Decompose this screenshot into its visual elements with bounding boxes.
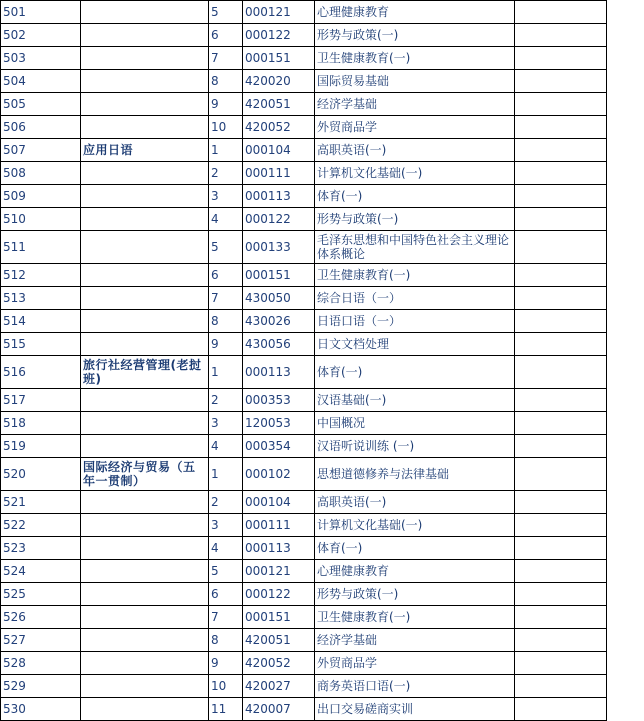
course-name-cell: 经济学基础 bbox=[315, 629, 515, 652]
seq-cell: 9 bbox=[209, 652, 243, 675]
empty-cell bbox=[515, 583, 607, 606]
course-code-cell: 000151 bbox=[243, 606, 315, 629]
row-id-cell: 519 bbox=[1, 435, 81, 458]
row-id-cell: 501 bbox=[1, 1, 81, 24]
empty-cell bbox=[515, 698, 607, 721]
row-id-cell: 510 bbox=[1, 208, 81, 231]
empty-cell bbox=[515, 310, 607, 333]
major-cell bbox=[81, 514, 209, 537]
major-cell bbox=[81, 675, 209, 698]
course-code-cell: 000113 bbox=[243, 185, 315, 208]
table-row bbox=[1, 139, 607, 162]
course-code-cell: 000151 bbox=[243, 47, 315, 70]
course-code-cell: 000122 bbox=[243, 208, 315, 231]
seq-cell: 8 bbox=[209, 629, 243, 652]
row-id-cell: 529 bbox=[1, 675, 81, 698]
empty-cell bbox=[515, 514, 607, 537]
course-name-cell: 经济学基础 bbox=[315, 93, 515, 116]
course-code-cell: 420020 bbox=[243, 70, 315, 93]
row-id-cell: 502 bbox=[1, 24, 81, 47]
major-cell bbox=[81, 652, 209, 675]
empty-cell bbox=[515, 412, 607, 435]
major-cell bbox=[81, 537, 209, 560]
table-row bbox=[1, 583, 607, 606]
major-cell bbox=[81, 491, 209, 514]
empty-cell bbox=[515, 356, 607, 389]
seq-cell: 1 bbox=[209, 458, 243, 491]
course-code-cell: 000133 bbox=[243, 231, 315, 264]
row-id-cell: 520 bbox=[1, 458, 81, 491]
empty-cell bbox=[515, 70, 607, 93]
course-name-cell: 心理健康教育 bbox=[315, 1, 515, 24]
table-row bbox=[1, 231, 607, 264]
table-row bbox=[1, 264, 607, 287]
row-id-cell: 527 bbox=[1, 629, 81, 652]
major-cell bbox=[81, 162, 209, 185]
major-cell bbox=[81, 70, 209, 93]
course-code-cell: 420051 bbox=[243, 629, 315, 652]
course-name-cell: 日文文档处理 bbox=[315, 333, 515, 356]
table-row bbox=[1, 435, 607, 458]
row-id-cell: 504 bbox=[1, 70, 81, 93]
seq-cell: 1 bbox=[209, 356, 243, 389]
empty-cell bbox=[515, 675, 607, 698]
table-row bbox=[1, 185, 607, 208]
row-id-cell: 505 bbox=[1, 93, 81, 116]
row-id-cell: 515 bbox=[1, 333, 81, 356]
table-row bbox=[1, 162, 607, 185]
seq-cell: 7 bbox=[209, 47, 243, 70]
major-cell bbox=[81, 435, 209, 458]
seq-cell: 10 bbox=[209, 116, 243, 139]
major-cell bbox=[81, 116, 209, 139]
major-cell bbox=[81, 333, 209, 356]
empty-cell bbox=[515, 1, 607, 24]
seq-cell: 6 bbox=[209, 264, 243, 287]
empty-cell bbox=[515, 537, 607, 560]
row-id-cell: 525 bbox=[1, 583, 81, 606]
seq-cell: 9 bbox=[209, 93, 243, 116]
major-cell bbox=[81, 412, 209, 435]
empty-cell bbox=[515, 458, 607, 491]
row-id-cell: 503 bbox=[1, 47, 81, 70]
empty-cell bbox=[515, 185, 607, 208]
course-name-cell: 卫生健康教育(一) bbox=[315, 264, 515, 287]
empty-cell bbox=[515, 208, 607, 231]
empty-cell bbox=[515, 231, 607, 264]
major-cell: 应用日语 bbox=[81, 139, 209, 162]
course-name-cell: 高职英语(一) bbox=[315, 491, 515, 514]
row-id-cell: 524 bbox=[1, 560, 81, 583]
row-id-cell: 517 bbox=[1, 389, 81, 412]
course-name-cell: 心理健康教育 bbox=[315, 560, 515, 583]
empty-cell bbox=[515, 264, 607, 287]
empty-cell bbox=[515, 47, 607, 70]
empty-cell bbox=[515, 560, 607, 583]
table-row bbox=[1, 70, 607, 93]
course-name-cell: 外贸商品学 bbox=[315, 652, 515, 675]
empty-cell bbox=[515, 162, 607, 185]
major-cell: 国际经济与贸易（五年一贯制） bbox=[81, 458, 209, 491]
table-row bbox=[1, 389, 607, 412]
seq-cell: 8 bbox=[209, 70, 243, 93]
course-code-cell: 000354 bbox=[243, 435, 315, 458]
row-id-cell: 526 bbox=[1, 606, 81, 629]
major-cell bbox=[81, 560, 209, 583]
course-code-cell: 120053 bbox=[243, 412, 315, 435]
table-row bbox=[1, 514, 607, 537]
seq-cell: 11 bbox=[209, 698, 243, 721]
seq-cell: 1 bbox=[209, 139, 243, 162]
course-code-cell: 000111 bbox=[243, 162, 315, 185]
course-name-cell: 外贸商品学 bbox=[315, 116, 515, 139]
seq-cell: 3 bbox=[209, 514, 243, 537]
major-cell bbox=[81, 231, 209, 264]
course-name-cell: 体育(一) bbox=[315, 537, 515, 560]
major-cell bbox=[81, 287, 209, 310]
seq-cell: 5 bbox=[209, 560, 243, 583]
empty-cell bbox=[515, 139, 607, 162]
major-cell bbox=[81, 264, 209, 287]
seq-cell: 4 bbox=[209, 435, 243, 458]
course-name-cell: 中国概况 bbox=[315, 412, 515, 435]
table-row bbox=[1, 675, 607, 698]
major-cell bbox=[81, 47, 209, 70]
major-cell bbox=[81, 208, 209, 231]
row-id-cell: 514 bbox=[1, 310, 81, 333]
row-id-cell: 511 bbox=[1, 231, 81, 264]
course-name-cell: 高职英语(一) bbox=[315, 139, 515, 162]
seq-cell: 5 bbox=[209, 1, 243, 24]
course-code-cell: 420027 bbox=[243, 675, 315, 698]
course-code-cell: 000104 bbox=[243, 491, 315, 514]
table-row bbox=[1, 458, 607, 491]
row-id-cell: 516 bbox=[1, 356, 81, 389]
row-id-cell: 521 bbox=[1, 491, 81, 514]
row-id-cell: 522 bbox=[1, 514, 81, 537]
course-name-cell: 思想道德修养与法律基础 bbox=[315, 458, 515, 491]
major-cell bbox=[81, 24, 209, 47]
empty-cell bbox=[515, 652, 607, 675]
course-name-cell: 形势与政策(一) bbox=[315, 24, 515, 47]
course-name-cell: 计算机文化基础(一) bbox=[315, 514, 515, 537]
major-cell bbox=[81, 1, 209, 24]
major-cell bbox=[81, 185, 209, 208]
empty-cell bbox=[515, 24, 607, 47]
course-code-cell: 420052 bbox=[243, 116, 315, 139]
major-cell bbox=[81, 606, 209, 629]
table-row bbox=[1, 537, 607, 560]
table-row bbox=[1, 629, 607, 652]
table-row bbox=[1, 116, 607, 139]
course-code-cell: 000122 bbox=[243, 583, 315, 606]
table-row bbox=[1, 208, 607, 231]
seq-cell: 5 bbox=[209, 231, 243, 264]
course-code-cell: 000111 bbox=[243, 514, 315, 537]
empty-cell bbox=[515, 491, 607, 514]
seq-cell: 8 bbox=[209, 310, 243, 333]
course-code-cell: 000121 bbox=[243, 1, 315, 24]
seq-cell: 2 bbox=[209, 389, 243, 412]
seq-cell: 6 bbox=[209, 583, 243, 606]
course-name-cell: 形势与政策(一) bbox=[315, 583, 515, 606]
seq-cell: 4 bbox=[209, 537, 243, 560]
course-code-cell: 000113 bbox=[243, 537, 315, 560]
table-row bbox=[1, 47, 607, 70]
major-cell bbox=[81, 389, 209, 412]
major-cell bbox=[81, 310, 209, 333]
table-row bbox=[1, 356, 607, 389]
course-name-cell: 商务英语口语(一) bbox=[315, 675, 515, 698]
row-id-cell: 512 bbox=[1, 264, 81, 287]
seq-cell: 9 bbox=[209, 333, 243, 356]
course-code-cell: 000104 bbox=[243, 139, 315, 162]
empty-cell bbox=[515, 116, 607, 139]
empty-cell bbox=[515, 389, 607, 412]
course-name-cell: 毛泽东思想和中国特色社会主义理论体系概论 bbox=[315, 231, 515, 264]
seq-cell: 4 bbox=[209, 208, 243, 231]
course-code-cell: 000122 bbox=[243, 24, 315, 47]
course-code-cell: 420007 bbox=[243, 698, 315, 721]
course-code-cell: 420052 bbox=[243, 652, 315, 675]
course-code-cell: 000353 bbox=[243, 389, 315, 412]
empty-cell bbox=[515, 287, 607, 310]
course-code-cell: 430050 bbox=[243, 287, 315, 310]
row-id-cell: 523 bbox=[1, 537, 81, 560]
empty-cell bbox=[515, 606, 607, 629]
seq-cell: 3 bbox=[209, 185, 243, 208]
seq-cell: 2 bbox=[209, 491, 243, 514]
table-row bbox=[1, 560, 607, 583]
course-name-cell: 出口交易磋商实训 bbox=[315, 698, 515, 721]
course-name-cell: 综合日语（一） bbox=[315, 287, 515, 310]
major-cell bbox=[81, 583, 209, 606]
row-id-cell: 528 bbox=[1, 652, 81, 675]
empty-cell bbox=[515, 629, 607, 652]
row-id-cell: 507 bbox=[1, 139, 81, 162]
row-id-cell: 506 bbox=[1, 116, 81, 139]
course-name-cell: 体育(一) bbox=[315, 185, 515, 208]
course-name-cell: 卫生健康教育(一) bbox=[315, 606, 515, 629]
table-row bbox=[1, 652, 607, 675]
course-name-cell: 汉语基础(一) bbox=[315, 389, 515, 412]
major-cell bbox=[81, 629, 209, 652]
row-id-cell: 509 bbox=[1, 185, 81, 208]
seq-cell: 2 bbox=[209, 162, 243, 185]
empty-cell bbox=[515, 93, 607, 116]
table-row bbox=[1, 606, 607, 629]
table-row bbox=[1, 287, 607, 310]
course-code-cell: 000113 bbox=[243, 356, 315, 389]
major-cell: 旅行社经营管理(老挝班) bbox=[81, 356, 209, 389]
table-row bbox=[1, 93, 607, 116]
course-name-cell: 国际贸易基础 bbox=[315, 70, 515, 93]
seq-cell: 7 bbox=[209, 606, 243, 629]
course-code-cell: 000121 bbox=[243, 560, 315, 583]
seq-cell: 7 bbox=[209, 287, 243, 310]
course-table-body bbox=[1, 1, 607, 721]
seq-cell: 10 bbox=[209, 675, 243, 698]
course-name-cell: 形势与政策(一) bbox=[315, 208, 515, 231]
row-id-cell: 530 bbox=[1, 698, 81, 721]
course-name-cell: 日语口语（一） bbox=[315, 310, 515, 333]
row-id-cell: 513 bbox=[1, 287, 81, 310]
row-id-cell: 518 bbox=[1, 412, 81, 435]
empty-cell bbox=[515, 333, 607, 356]
course-name-cell: 汉语听说训练 (一) bbox=[315, 435, 515, 458]
table-row bbox=[1, 333, 607, 356]
table-row bbox=[1, 491, 607, 514]
major-cell bbox=[81, 698, 209, 721]
table-row bbox=[1, 698, 607, 721]
course-code-cell: 000102 bbox=[243, 458, 315, 491]
course-code-cell: 430026 bbox=[243, 310, 315, 333]
empty-cell bbox=[515, 435, 607, 458]
course-name-cell: 计算机文化基础(一) bbox=[315, 162, 515, 185]
table-row bbox=[1, 412, 607, 435]
table-row bbox=[1, 1, 607, 24]
course-code-cell: 420051 bbox=[243, 93, 315, 116]
table-row bbox=[1, 24, 607, 47]
table-row bbox=[1, 310, 607, 333]
major-cell bbox=[81, 93, 209, 116]
row-id-cell: 508 bbox=[1, 162, 81, 185]
course-name-cell: 卫生健康教育(一) bbox=[315, 47, 515, 70]
course-name-cell: 体育(一) bbox=[315, 356, 515, 389]
course-code-cell: 430056 bbox=[243, 333, 315, 356]
seq-cell: 3 bbox=[209, 412, 243, 435]
course-code-cell: 000151 bbox=[243, 264, 315, 287]
seq-cell: 6 bbox=[209, 24, 243, 47]
